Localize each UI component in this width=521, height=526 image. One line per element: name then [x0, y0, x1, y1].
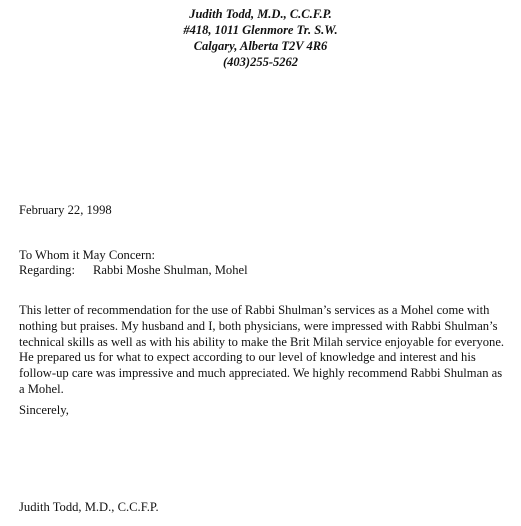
body-line: He prepared us for what to expect according to our level of knowledge and interest and his	[19, 350, 476, 365]
letter-date: February 22, 1998	[19, 203, 112, 217]
body-line: technical skills as well as with his ability to make the Brit Milah service enjoyable for everyone.	[19, 334, 505, 349]
signature-name: Judith Todd, M.D., C.C.F.P.	[19, 500, 159, 514]
letterhead-address-line2: Calgary, Alberta T2V 4R6	[193, 39, 328, 53]
letterhead-phone: (403)255-5262	[223, 55, 298, 69]
body-line: This letter of recommendation for the use of Rabbi Shulman’s services as a Mohel come with	[19, 303, 490, 317]
body-line: follow-up care was impressive and much appreciated. We highly recommend Rabbi Shulman as	[19, 366, 503, 381]
letterhead	[0, 6, 521, 70]
letterhead-name: Judith Todd, M.D., C.C.F.P.	[189, 7, 332, 21]
body-line: a Mohel.	[19, 381, 64, 396]
salutation: To Whom it May Concern:	[19, 248, 155, 262]
body-paragraph	[19, 303, 519, 398]
letterhead-address-line1: #418, 1011 Glenmore Tr. S.W.	[183, 23, 338, 37]
closing: Sincerely,	[19, 403, 69, 417]
regarding-value: Rabbi Moshe Shulman, Mohel	[93, 263, 248, 277]
body-line: nothing but praises. My husband and I, both physicians, were impressed with Rabbi Shulman’s	[19, 318, 498, 333]
regarding-label: Regarding:	[19, 263, 75, 277]
regarding-line	[19, 263, 248, 278]
